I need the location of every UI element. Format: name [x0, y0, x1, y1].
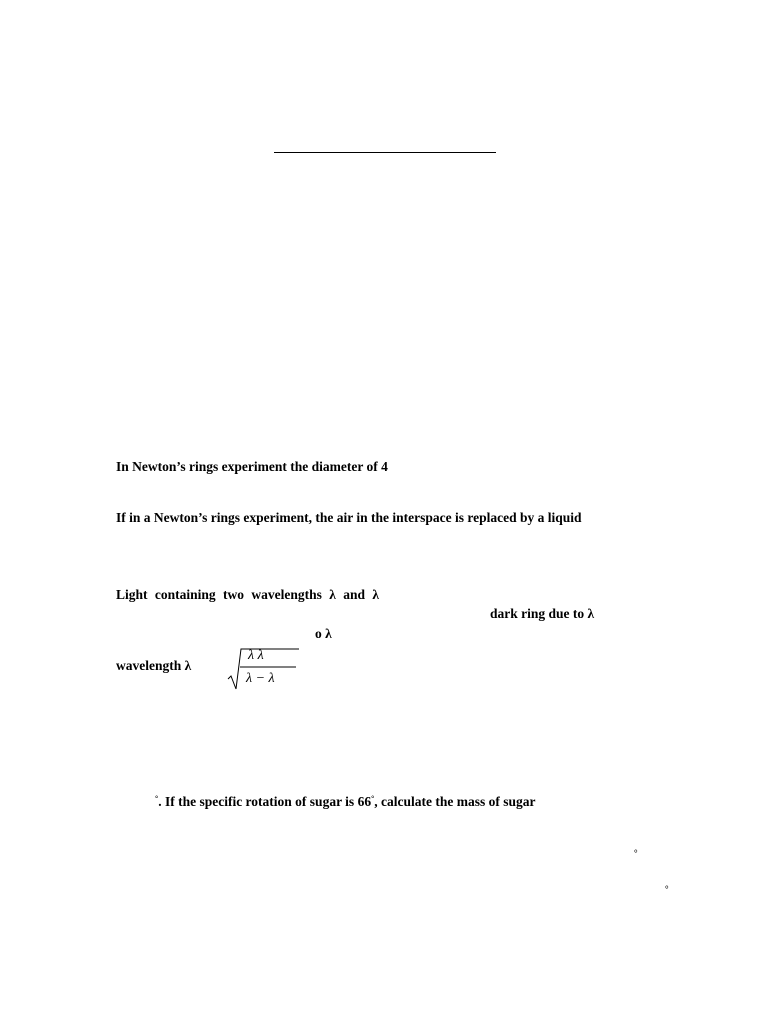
question-two-wavelengths-line-2: dark ring due to λ: [490, 606, 595, 621]
question-newton-rings-liquid: If in a Newton’s rings experiment, the air in the interspace is replaced by a liquid: [116, 510, 582, 525]
specific-rotation-text-a: . If the specific rotation of sugar is 66: [158, 794, 372, 809]
specific-rotation-text-b: , calculate the mass of sugar: [374, 794, 536, 809]
degree-prefix: °: [155, 794, 159, 803]
formula-numerator: λ λ: [248, 648, 264, 663]
degree-mid: °: [371, 794, 375, 803]
question-newton-rings-diameter: In Newton’s rings experiment the diameter of 4: [116, 459, 388, 474]
wavelength-formula: [226, 645, 300, 691]
question-two-wavelengths-line-1: Light containing two wavelengths λ and λ: [116, 587, 380, 602]
question-two-wavelengths-line-4: wavelength λ: [116, 658, 192, 673]
question-specific-rotation: [155, 791, 536, 810]
question-two-wavelengths-line-3: o λ: [315, 626, 332, 641]
formula-denominator: λ − λ: [246, 671, 275, 686]
stray-degree-mark-2: °: [665, 884, 669, 894]
stray-degree-mark-1: °: [634, 848, 638, 858]
header-rule: [274, 152, 496, 153]
